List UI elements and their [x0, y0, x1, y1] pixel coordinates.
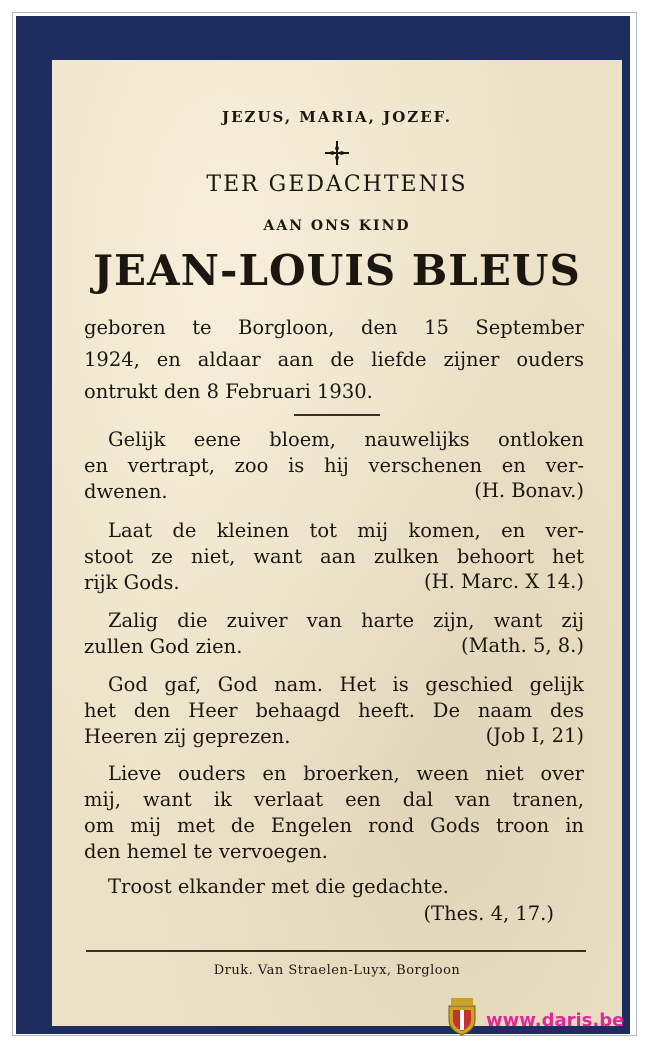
verse-line: Laat de kleinen tot mij komen, en ver- [108, 519, 584, 542]
coat-of-arms-icon [447, 998, 477, 1036]
verse-source: (Job I, 21) [485, 724, 584, 747]
bio-line: 1924, en aldaar aan de liefde zijner ouders [84, 348, 584, 371]
verse-line: Gelijk eene bloem, nauwelijks ontloken [108, 428, 584, 451]
verse-source: (Thes. 4, 17.) [423, 902, 554, 925]
verse-line: mij, want ik verlaat een dal van tranen, [84, 788, 584, 811]
verse-line: het den Heer behaagd heeft. De naam des [84, 699, 584, 722]
verse-line: Lieve ouders en broerken, ween niet over [108, 762, 584, 785]
site-watermark[interactable]: www.daris.be [486, 1010, 625, 1031]
verse-line: en vertrapt, zoo is hij verschenen en ver- [84, 454, 584, 477]
verse-line: Zalig die zuiver van harte zijn, want zij [108, 609, 584, 632]
card-paper [52, 60, 622, 1026]
verse-line: den hemel te vervoegen. [84, 840, 328, 863]
divider [294, 414, 380, 416]
verse-line: Heeren zij geprezen. [84, 725, 291, 748]
verse-line: rijk Gods. [84, 571, 180, 594]
bottom-rule [86, 950, 586, 952]
verse-line: om mij met de Engelen rond Gods troon in [84, 814, 584, 837]
verse-source: (H. Marc. X 14.) [424, 570, 584, 593]
verse-line: Troost elkander met die gedachte. [108, 875, 449, 898]
bio-line: ontrukt den 8 Februari 1930. [84, 380, 373, 403]
invocation: JEZUS, MARIA, JOZEF. [221, 108, 453, 126]
verse-source: (Math. 5, 8.) [460, 634, 584, 657]
verse-source: (H. Bonav.) [474, 479, 584, 502]
deceased-name: JEAN-LOUIS BLEUS [93, 246, 581, 295]
bio-line: geboren te Borgloon, den 15 September [84, 316, 584, 339]
verse-line: zullen God zien. [84, 635, 243, 658]
verse-line: God gaf, God nam. Het is geschied gelijk [108, 673, 584, 696]
heading: TER GEDACHTENIS [206, 172, 468, 197]
memorial-card [16, 16, 630, 1034]
cross-icon [324, 140, 350, 166]
printer-credit: Druk. Van Straelen-Luyx, Borgloon [213, 963, 461, 978]
verse-line: dwenen. [84, 480, 168, 503]
subheading: AAN ONS KIND [263, 218, 411, 234]
verse-line: stoot ze niet, want aan zulken behoort het [84, 545, 584, 568]
